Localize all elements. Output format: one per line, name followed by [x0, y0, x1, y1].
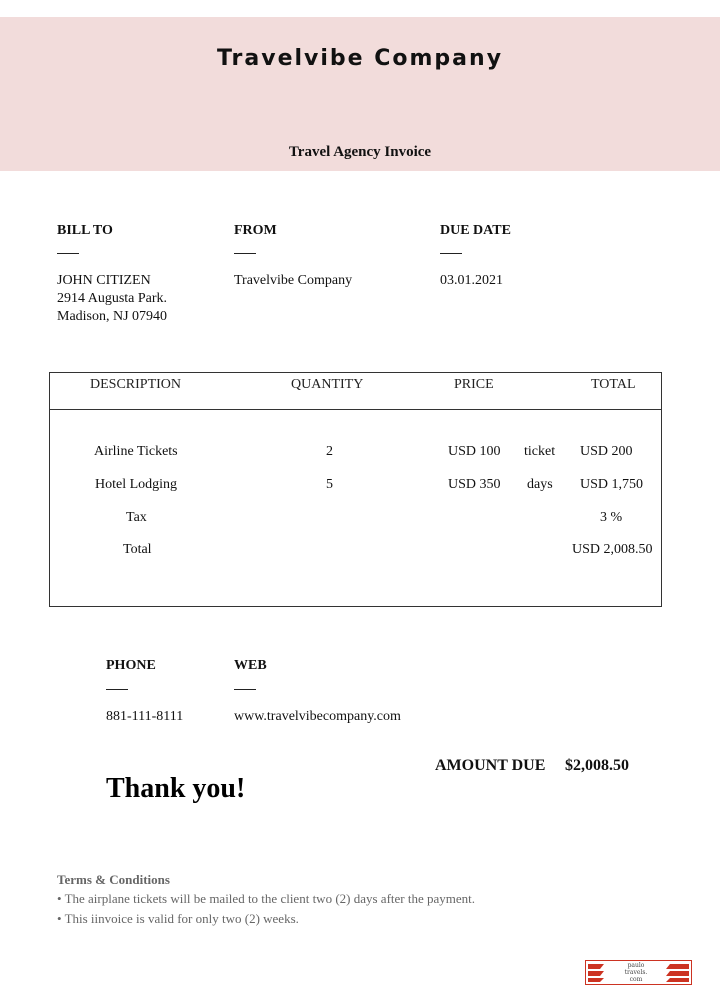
phone-divider — [106, 689, 128, 690]
bill-to-label: BILL TO — [57, 223, 113, 238]
amount-due-value: $2,008.50 — [565, 757, 629, 774]
row-1-description: Airline Tickets — [94, 444, 178, 459]
from-divider — [234, 253, 256, 254]
tax-value: 3 % — [600, 510, 623, 525]
row-2-description: Hotel Lodging — [95, 477, 178, 492]
th-total: TOTAL — [591, 377, 636, 392]
from-name: Travelvibe Company — [234, 273, 353, 288]
web-divider — [234, 689, 256, 690]
row-1-total: USD 200 — [580, 444, 633, 459]
logo-line-1: paulo — [627, 962, 645, 969]
row-2-price: USD 350 — [448, 477, 501, 492]
row-2-total: USD 1,750 — [580, 477, 644, 492]
th-quantity: QUANTITY — [291, 377, 364, 392]
terms-item-1: • The airplane tickets will be mailed to the client two (2) days after the payment. — [57, 891, 476, 906]
bill-to-address-line2: Madison, NJ 07940 — [57, 309, 168, 324]
row-1-quantity: 2 — [326, 444, 333, 459]
bill-to-divider — [57, 253, 79, 254]
from-label: FROM — [234, 223, 277, 238]
watermark-logo — [585, 960, 692, 985]
th-description: DESCRIPTION — [90, 377, 182, 392]
due-date-label: DUE DATE — [440, 223, 511, 238]
logo-text — [606, 962, 666, 983]
row-1-price: USD 100 — [448, 444, 501, 459]
web-label: WEB — [234, 658, 267, 673]
terms-item-2: • This iinvoice is valid for only two (2) weeks. — [57, 911, 299, 926]
row-1-unit: ticket — [524, 444, 556, 459]
terms-title: Terms & Conditions — [57, 872, 170, 887]
logo-line-2: travels. — [624, 969, 648, 976]
bill-to-name: JOHN CITIZEN — [57, 273, 151, 288]
th-price: PRICE — [454, 377, 494, 392]
row-2-unit: days — [527, 477, 553, 492]
invoice-title: Travel Agency Invoice — [288, 144, 432, 160]
amount-due-label: AMOUNT DUE — [435, 757, 546, 774]
due-date-value: 03.01.2021 — [440, 273, 503, 288]
total-label: Total — [123, 542, 152, 557]
total-value: USD 2,008.50 — [572, 542, 653, 557]
logo-line-3: com — [629, 976, 643, 983]
phone-value: 881-111-8111 — [106, 709, 184, 724]
company-title: Travelvibe Company — [216, 46, 504, 71]
web-link[interactable]: www.travelvibecompany.com — [234, 709, 401, 724]
thank-you-heading: Thank you! — [106, 773, 246, 804]
phone-label: PHONE — [106, 658, 156, 673]
due-date-divider — [440, 253, 462, 254]
row-2-quantity: 5 — [326, 477, 333, 492]
bill-to-address-line1: 2914 Augusta Park. — [57, 291, 168, 306]
table-header-separator — [49, 409, 662, 410]
tax-label: Tax — [126, 510, 147, 525]
